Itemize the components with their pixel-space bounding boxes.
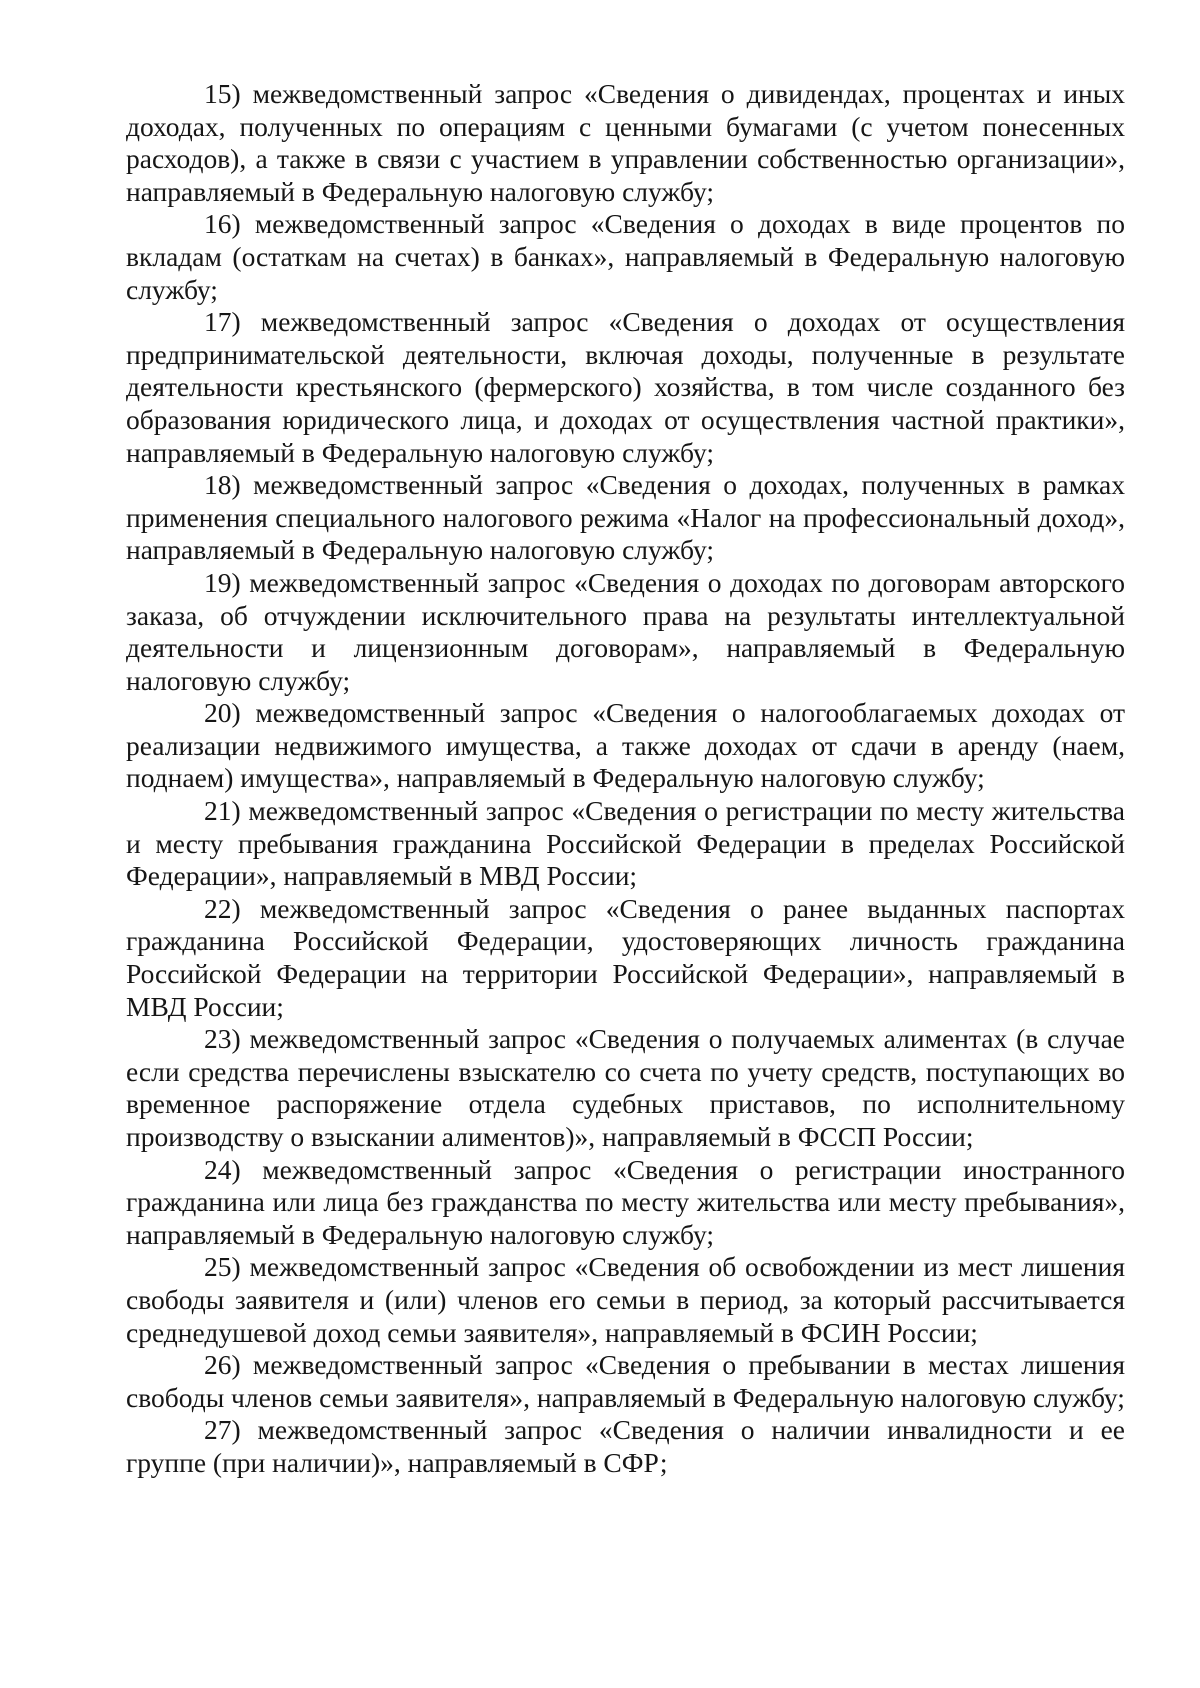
list-item-24: 24) межведомственный запрос «Сведения о регистрации иностранного гражданина или лица без гражданства по месту жительства или месту пребывания», направляемый в Федеральную налоговую службу; (126, 1153, 1125, 1250)
list-item-27: 27) межведомственный запрос «Сведения о наличии инвалидности и ее группе (при наличии)», направляемый в СФР; (126, 1414, 1125, 1478)
list-item-25: 25) межведомственный запрос «Сведения об освобождении из мест лишения свободы заявителя и (или) членов его семьи в период, за который рассчитывается среднедушевой доход семьи заявителя», направляемый в ФСИН России; (126, 1251, 1125, 1348)
document-page (126, 78, 1125, 1480)
list-item-16: 16) межведомственный запрос «Сведения о доходах в виде процентов по вкладам (остаткам на счетах) в банках», направляемый в Федеральную налоговую службу; (126, 208, 1125, 305)
list-item-21: 21) межведомственный запрос «Сведения о регистрации по месту жительства и месту пребывания гражданина Российской Федерации в пределах Российской Федерации», направляемый в МВД России; (126, 795, 1125, 892)
list-item-20: 20) межведомственный запрос «Сведения о налогооблагаемых доходах от реализации недвижимого имущества, а также доходах от сдачи в аренду (наем, поднаем) имущества», направляемый в Федеральную налоговую службу; (126, 697, 1125, 794)
list-item-17: 17) межведомственный запрос «Сведения о доходах от осуществления предпринимательской деятельности, включая доходы, полученные в результате деятельности крестьянского (фермерского) хозяйства, в том числе созданного без образования юридического лица, и доходах от осуществления частной практики», направляемый в Федеральную налоговую службу; (126, 306, 1125, 468)
list-item-15: 15) межведомственный запрос «Сведения о дивидендах, процентах и иных доходах, полученных по операциям с ценными бумагами (с учетом понесенных расходов), а также в связи с участием в управлении собственностью организации», направляемый в Федеральную налоговую службу; (126, 78, 1125, 207)
list-item-23: 23) межведомственный запрос «Сведения о получаемых алиментах (в случае если средства перечислены взыскателю со счета по учету средств, поступающих во временное распоряжение отдела судебных приставов, по исполнительному производству о взыскании алиментов)», направляемый в ФССП России; (126, 1023, 1125, 1152)
list-item-26: 26) межведомственный запрос «Сведения о пребывании в местах лишения свободы членов семьи заявителя», направляемый в Федеральную налоговую службу; (126, 1349, 1125, 1413)
list-item-22: 22) межведомственный запрос «Сведения о ранее выданных паспортах гражданина Российской Федерации, удостоверяющих личность гражданина Российской Федерации на территории Российской Федерации», направляемый в МВД России; (126, 892, 1125, 1022)
list-item-19: 19) межведомственный запрос «Сведения о доходах по договорам авторского заказа, об отчуждении исключительного права на результаты интеллектуальной деятельности и лицензионным договорам», направляемый в Федеральную налоговую службу; (126, 566, 1125, 696)
list-item-18: 18) межведомственный запрос «Сведения о доходах, полученных в рамках применения специального налогового режима «Налог на профессиональный доход», направляемый в Федеральную налоговую службу; (126, 469, 1125, 566)
